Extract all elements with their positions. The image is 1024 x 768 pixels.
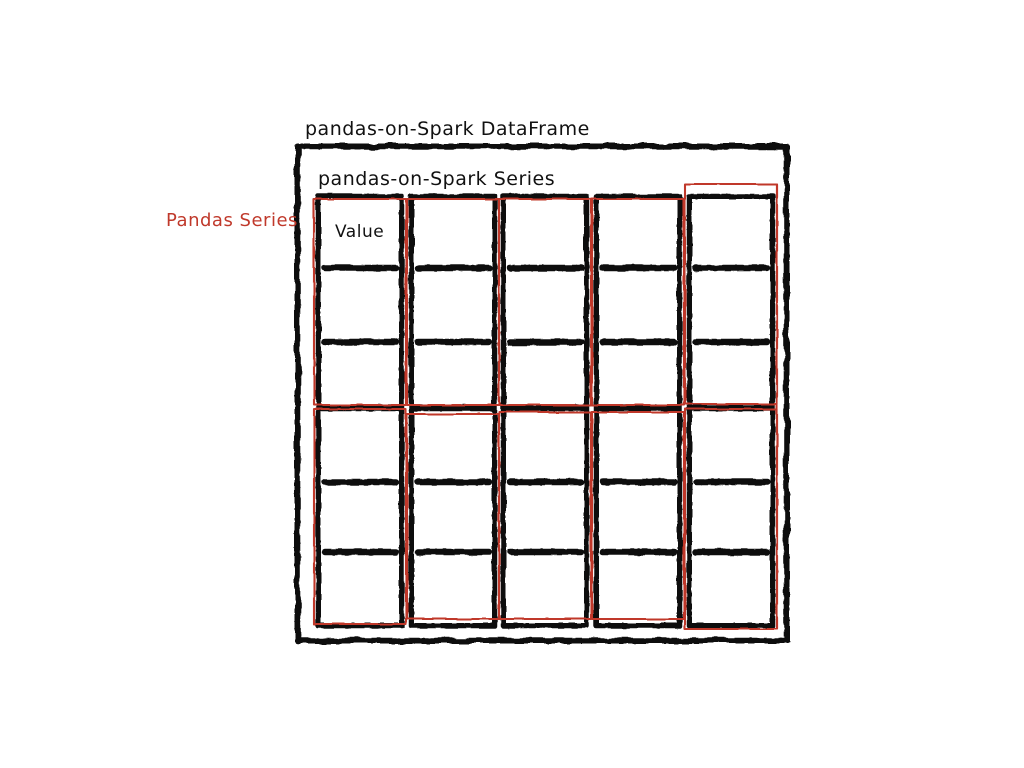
value-cell-label: Value: [335, 222, 385, 242]
dataframe-outline: [297, 146, 787, 641]
spark-series-label: pandas-on-Spark Series: [318, 168, 556, 190]
dataframe-title-label: pandas-on-Spark DataFrame: [305, 118, 590, 140]
pandas-series-label: Pandas Series: [166, 210, 298, 231]
